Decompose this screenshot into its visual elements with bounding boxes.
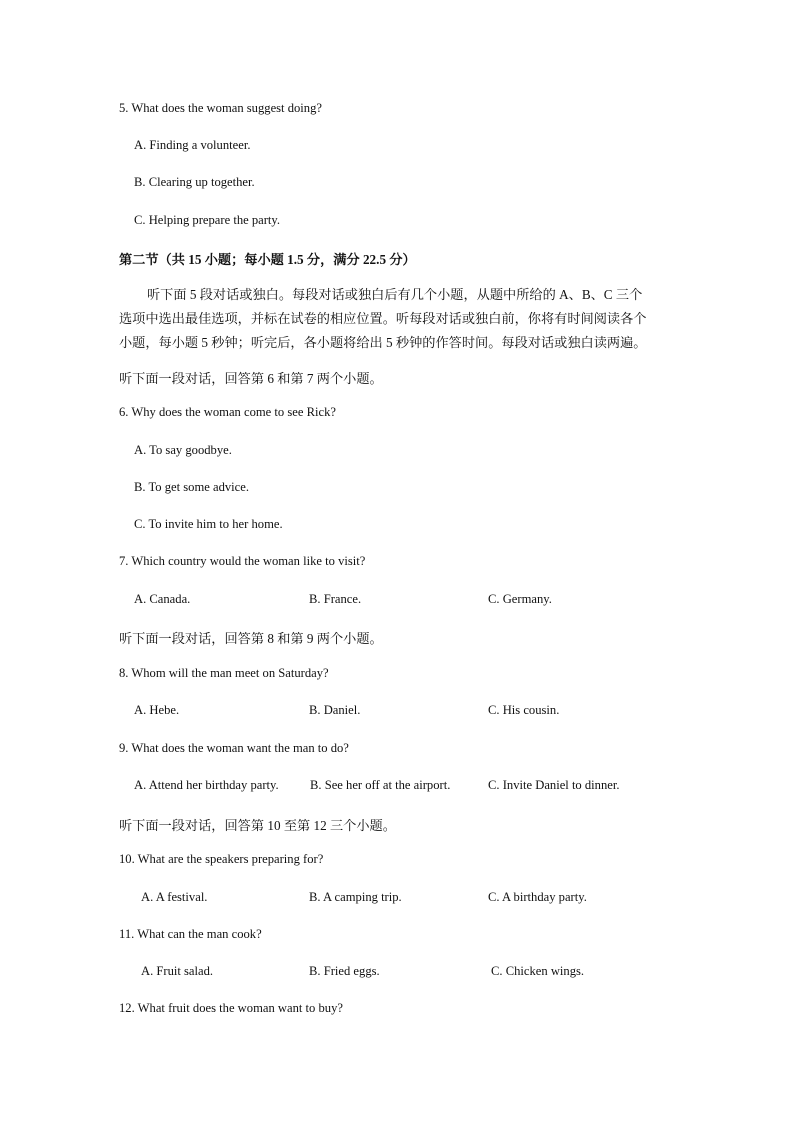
question-10-stem: 10. What are the speakers preparing for? bbox=[119, 852, 324, 866]
question-8-option-a: A. Hebe. bbox=[134, 703, 180, 717]
dialog-instruction-8-9: 听下面一段对话，回答第 8 和第 9 两个小题。 bbox=[119, 631, 383, 646]
instruction-line-2: 选项中选出最佳选项，并标在试卷的相应位置。听每段对话或独白前，你将有时间阅读各个 bbox=[119, 311, 647, 326]
question-7-option-c: C. Germany. bbox=[488, 592, 552, 606]
question-10-option-c: C. A birthday party. bbox=[488, 890, 587, 904]
question-5-option-a: A. Finding a volunteer. bbox=[134, 138, 251, 152]
question-6-stem: 6. Why does the woman come to see Rick? bbox=[119, 405, 336, 419]
question-9-option-a: A. Attend her birthday party. bbox=[134, 778, 279, 792]
section-2-heading: 第二节（共 15 小题；每小题 1.5 分，满分 22.5 分） bbox=[119, 252, 416, 267]
question-6-option-c: C. To invite him to her home. bbox=[134, 517, 283, 531]
instruction-line-3: 小题，每小题 5 秒钟；听完后，各小题将给出 5 秒钟的作答时间。每段对话或独白读两遍。 bbox=[119, 335, 647, 350]
question-11-stem: 11. What can the man cook? bbox=[119, 927, 262, 941]
instruction-line-1: 听下面 5 段对话或独白。每段对话或独白后有几个小题，从题中所给的 A、B、C 三个 bbox=[147, 287, 643, 302]
question-12-stem: 12. What fruit does the woman want to buy? bbox=[119, 1001, 343, 1015]
question-5-stem: 5. What does the woman suggest doing? bbox=[119, 101, 322, 115]
question-6-option-b: B. To get some advice. bbox=[134, 480, 250, 494]
question-7-option-b: B. France. bbox=[309, 592, 362, 606]
question-9-stem: 9. What does the woman want the man to do? bbox=[119, 741, 349, 755]
question-11-option-c: C. Chicken wings. bbox=[491, 964, 585, 978]
question-8-option-b: B. Daniel. bbox=[309, 703, 361, 717]
question-10-option-a: A. A festival. bbox=[141, 890, 208, 904]
question-5-option-b: B. Clearing up together. bbox=[134, 175, 255, 189]
question-6-option-a: A. To say goodbye. bbox=[134, 443, 232, 457]
question-7-option-a: A. Canada. bbox=[134, 592, 191, 606]
question-11-option-a: A. Fruit salad. bbox=[141, 964, 214, 978]
question-10-option-b: B. A camping trip. bbox=[309, 890, 402, 904]
question-11-option-b: B. Fried eggs. bbox=[309, 964, 380, 978]
question-8-option-c: C. His cousin. bbox=[488, 703, 560, 717]
dialog-instruction-10-12: 听下面一段对话，回答第 10 至第 12 三个小题。 bbox=[119, 818, 396, 833]
question-7-stem: 7. Which country would the woman like to visit? bbox=[119, 554, 366, 568]
question-8-stem: 8. Whom will the man meet on Saturday? bbox=[119, 666, 329, 680]
section-2-instructions bbox=[119, 283, 679, 355]
question-5-option-c: C. Helping prepare the party. bbox=[134, 213, 281, 227]
question-9-option-b: B. See her off at the airport. bbox=[310, 778, 451, 792]
dialog-instruction-6-7: 听下面一段对话，回答第 6 和第 7 两个小题。 bbox=[119, 371, 383, 386]
question-9-option-c: C. Invite Daniel to dinner. bbox=[488, 778, 620, 792]
